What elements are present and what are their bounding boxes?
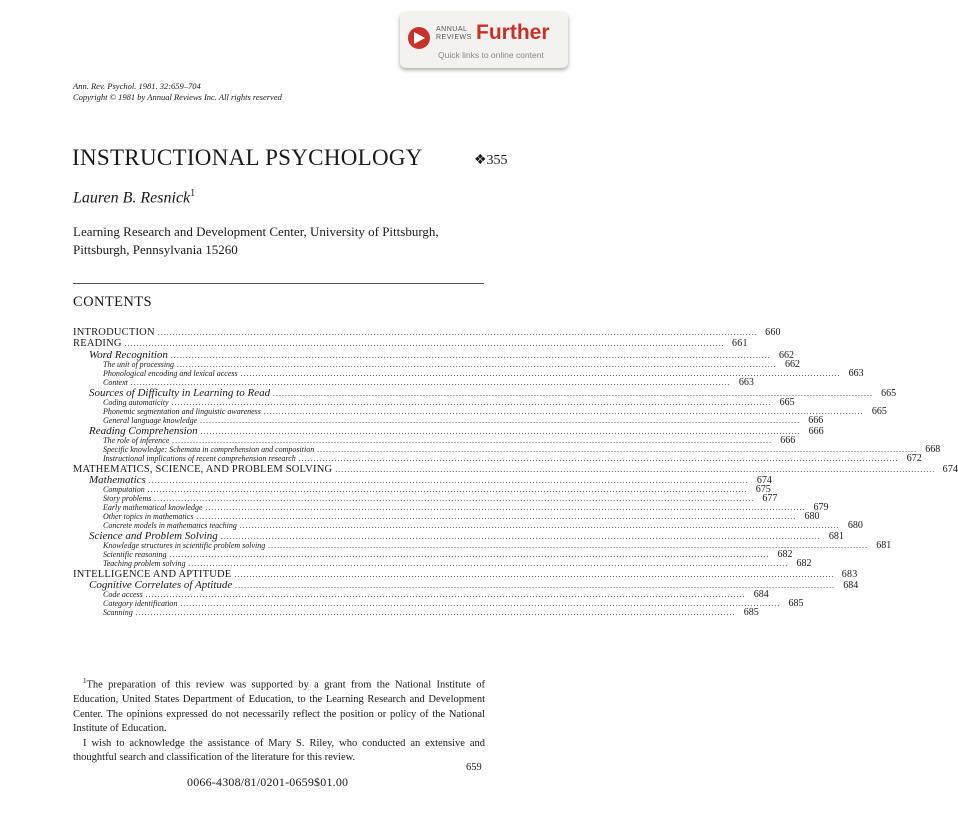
footnote-paragraph-2: I wish to acknowledge the assistance of Mary S. Riley, who conducted an extensive and thoughtful search and classification of the literature for this review.: [73, 737, 485, 763]
toc-leader-dots: ........................................................................................................................................................................................................: [196, 511, 797, 521]
toc-entry-page: 677: [762, 492, 778, 504]
toc-entry-label: Sources of Difficulty in Learning to Read: [89, 386, 271, 399]
toc-leader-dots: ........................................................................................................................................................................................................: [157, 328, 758, 337]
divider: [73, 283, 484, 284]
toc-entry-page: 685: [788, 598, 804, 609]
annual-reviews-logo-icon: [408, 27, 430, 49]
toc-entry-label: Teaching problem solving: [103, 558, 186, 568]
toc-entry-page: 682: [777, 548, 793, 560]
toc-entry[interactable]: [73, 338, 748, 350]
toc-entry-page: 681: [876, 539, 892, 551]
toc-entry-label: Category identification: [103, 599, 178, 608]
toc-leader-dots: ........................................................................................................................................................................................................: [169, 549, 770, 559]
toc-entry-label: Scanning: [103, 607, 133, 617]
toc-entry-page: 665: [779, 396, 795, 408]
toc-entry-page: 663: [848, 367, 864, 379]
page-number: 659: [466, 762, 482, 773]
toc-leader-dots: ........................................................................................................................................................................................................: [170, 350, 771, 360]
citation-line1: Ann. Rev. Psychol. 1981. 32:659–704: [73, 81, 201, 91]
toc-entry-page: 679: [813, 501, 829, 513]
toc-entry-page: 684: [753, 589, 769, 601]
toc-leader-dots: ........................................................................................................................................................................................................: [317, 444, 918, 454]
toc-entry-page: 680: [804, 510, 820, 522]
article-number: ❖355: [474, 153, 508, 168]
badge-brand-line1: ANNUAL: [436, 26, 468, 33]
toc-leader-dots: ........................................................................................................................................................................................................: [180, 599, 781, 608]
toc-entry-label: Early mathematical knowledge: [103, 502, 203, 512]
toc-entry-page: 663: [738, 376, 754, 388]
toc-leader-dots: ........................................................................................................................................................................................................: [154, 493, 755, 503]
toc-entry[interactable]: [73, 557, 812, 569]
toc-entry-label: Code access: [103, 590, 143, 600]
toc-entry-page: 674: [942, 463, 958, 475]
toc-leader-dots: ........................................................................................................................................................................................................: [335, 464, 936, 474]
badge-brand: [436, 26, 476, 42]
article-title: INSTRUCTIONAL PSYCHOLOGY: [72, 145, 423, 170]
toc-entry-page: 680: [847, 519, 863, 531]
footnote-text-1: The preparation of this review was supported by a grant from the National Institute of Education, United States Department of Education, to the Learning Research and Development Center. The opinions expressed do not necessarily reflect the position or policy of the National Institute of Education.: [73, 679, 485, 734]
toc-entry-label: INTRODUCTION: [73, 327, 155, 338]
toc-entry-label: The role of inference: [103, 435, 170, 445]
toc-entry-label: Phonological encoding and lexical access: [103, 368, 238, 378]
toc-leader-dots: ........................................................................................................................................................................................................: [235, 580, 836, 590]
toc-entry-page: 662: [785, 358, 801, 370]
toc-entry-label: READING: [73, 338, 122, 350]
table-of-contents: [73, 327, 958, 618]
toc-entry-label: MATHEMATICS, SCIENCE, AND PROBLEM SOLVING: [73, 463, 333, 475]
toc-leader-dots: ........................................................................................................................................................................................................: [200, 426, 801, 436]
toc-leader-dots: ........................................................................................................................................................................................................: [263, 406, 864, 416]
toc-leader-dots: ........................................................................................................................................................................................................: [135, 607, 736, 617]
toc-leader-dots: ........................................................................................................................................................................................................: [171, 397, 772, 407]
toc-leader-dots: ........................................................................................................................................................................................................: [205, 502, 806, 512]
toc-entry-label: Specific knowledge: Schemata in comprehension and composition: [103, 444, 315, 454]
toc-entry-page: 683: [841, 568, 858, 580]
toc-entry-page: 666: [808, 414, 824, 426]
toc-entry-label: Other topics in mathematics: [103, 511, 194, 521]
article-code: 0066-4308/81/0201-0659$01.00: [187, 775, 349, 789]
contents-heading: CONTENTS: [73, 294, 152, 310]
author-name: Lauren B. Resnick: [73, 189, 191, 207]
toc-entry-label: The unit of processing: [103, 359, 175, 369]
toc-entry-label: Computation: [103, 485, 145, 495]
footnote-mark: 1: [83, 677, 87, 685]
badge-brand-line2: REVIEWS: [436, 34, 472, 41]
toc-entry-page: 666: [780, 434, 796, 446]
toc-entry-page: 685: [743, 606, 759, 618]
toc-entry-page: 662: [778, 349, 794, 361]
affiliation-line1: Learning Research and Development Center, University of Pittsburgh,: [73, 224, 439, 239]
toc-entry-page: 661: [732, 338, 748, 350]
footnote-paragraph-1: [73, 674, 485, 737]
toc-leader-dots: ........................................................................................................................................................................................................: [172, 435, 773, 445]
toc-entry-label: INTELLIGENCE AND APTITUDE: [73, 568, 232, 580]
toc-leader-dots: ........................................................................................................................................................................................................: [234, 569, 835, 579]
toc-entry-page: 660: [765, 327, 781, 338]
toc-leader-dots: ........................................................................................................................................................................................................: [148, 475, 749, 485]
toc-entry-label: Context: [103, 377, 128, 387]
toc-leader-dots: ........................................................................................................................................................................................................: [130, 377, 731, 387]
toc-leader-dots: ........................................................................................................................................................................................................: [147, 485, 748, 495]
toc-entry-label: Coding automaticity: [103, 397, 169, 407]
toc-leader-dots: ........................................................................................................................................................................................................: [240, 368, 841, 378]
toc-entry-label: Cognitive Correlates of Aptitude: [89, 578, 233, 591]
toc-leader-dots: ........................................................................................................................................................................................................: [124, 339, 725, 349]
badge-subtitle: Quick links to online content: [438, 50, 544, 60]
citation-line2: Copyright © 1981 by Annual Reviews Inc. All rights reserved: [73, 92, 282, 102]
toc-entry-label: Scientific reasoning: [103, 549, 167, 559]
toc-entry-page: 665: [881, 387, 897, 399]
further-badge[interactable]: [400, 12, 568, 68]
toc-entry-page: 668: [925, 443, 941, 455]
toc-entry-label: General language knowledge: [103, 415, 198, 425]
toc-leader-dots: ........................................................................................................................................................................................................: [200, 415, 801, 425]
toc-entry-page: 675: [755, 484, 771, 496]
toc-entry-label: Phonemic segmentation and linguistic awareness: [103, 406, 261, 416]
toc-entry-label: Science and Problem Solving: [89, 529, 218, 542]
toc-leader-dots: ........................................................................................................................................................................................................: [239, 520, 840, 530]
affiliation: [73, 223, 439, 259]
toc-leader-dots: ........................................................................................................................................................................................................: [268, 540, 869, 550]
toc-entry-label: Word Recognition: [89, 348, 168, 361]
toc-leader-dots: ........................................................................................................................................................................................................: [177, 359, 778, 369]
toc-entry-label: Mathematics: [89, 473, 146, 486]
author: [73, 188, 195, 207]
toc-leader-dots: ........................................................................................................................................................................................................: [145, 590, 746, 600]
toc-entry-page: 666: [808, 425, 824, 437]
toc-entry-label: Reading Comprehension: [89, 424, 198, 437]
toc-entry-page: 674: [756, 474, 772, 486]
author-footnote-mark: 1: [190, 188, 196, 199]
affiliation-line2: Pittsburgh, Pennsylvania 15260: [73, 242, 238, 257]
toc-leader-dots: ........................................................................................................................................................................................................: [298, 453, 899, 463]
toc-entry-label: Story problems: [103, 493, 152, 503]
toc-entry-page: 681: [828, 530, 844, 542]
toc-leader-dots: ........................................................................................................................................................................................................: [273, 388, 874, 398]
toc-leader-dots: ........................................................................................................................................................................................................: [220, 531, 821, 541]
toc-leader-dots: ........................................................................................................................................................................................................: [188, 558, 789, 568]
toc-entry-label: Concrete models in mathematics teaching: [103, 520, 237, 530]
badge-further-label: Further: [476, 21, 550, 44]
toc-entry-page: 672: [906, 452, 922, 464]
footnote: [73, 674, 485, 766]
toc-entry-label: Instructional implications of recent comprehension research: [103, 453, 296, 463]
citation: [73, 81, 282, 103]
toc-entry[interactable]: [73, 327, 781, 338]
toc-entry[interactable]: [73, 606, 759, 618]
toc-entry-label: Knowledge structures in scientific problem solving: [103, 540, 266, 550]
toc-entry-page: 682: [796, 557, 812, 569]
toc-entry-page: 665: [871, 405, 887, 417]
toc-entry[interactable]: [73, 452, 922, 464]
toc-entry-page: 684: [843, 579, 859, 591]
